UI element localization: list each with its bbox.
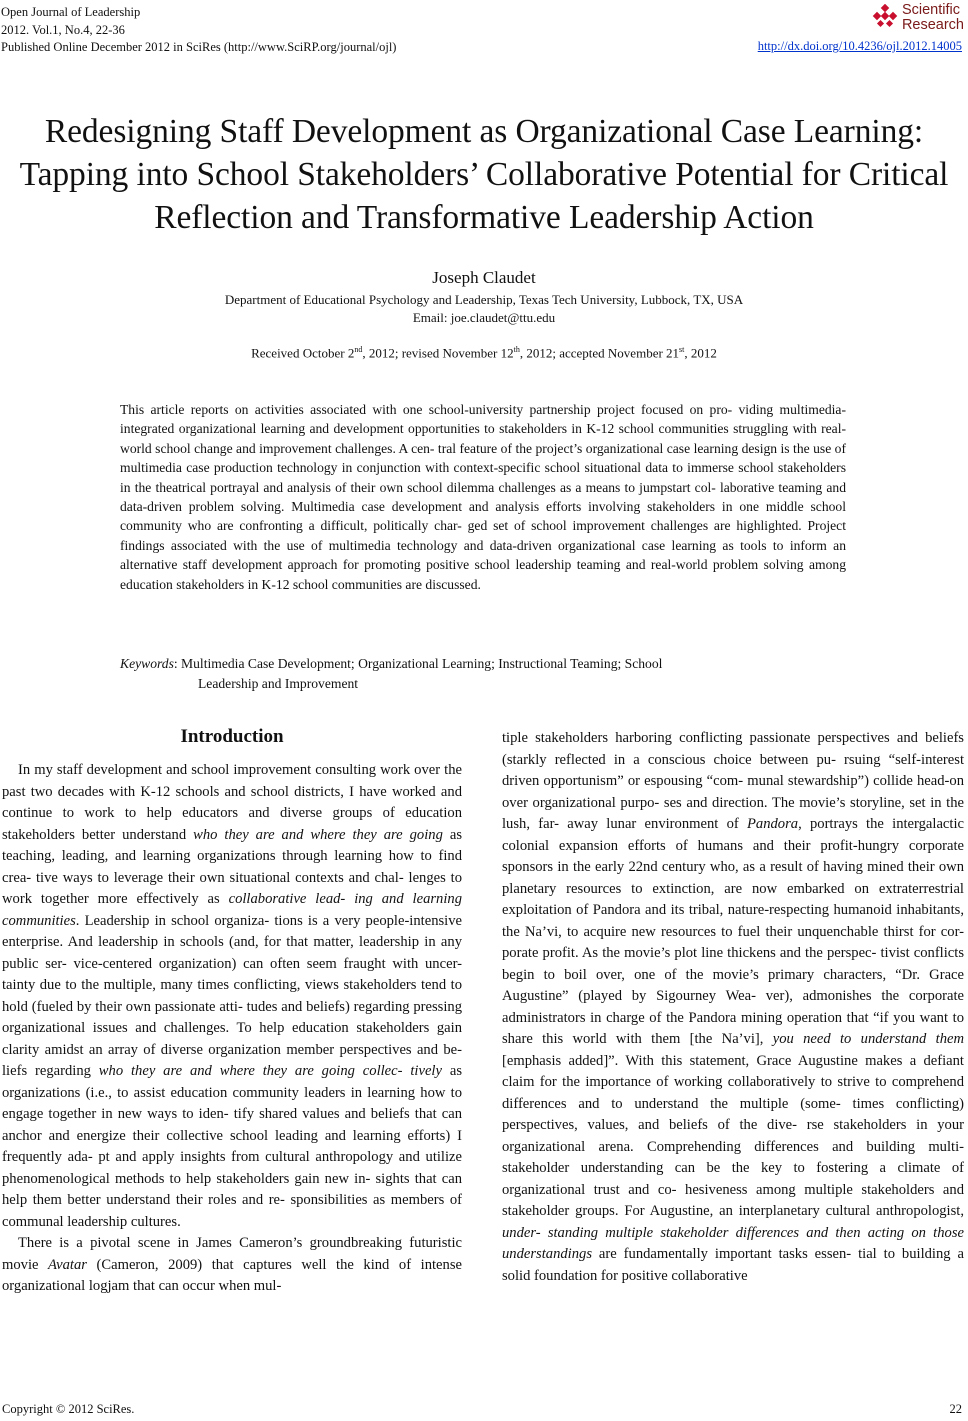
logo-text-line1: Scientific	[901, 2, 960, 18]
doi-link[interactable]: http://dx.doi.org/10.4236/ojl.2012.14005	[757, 39, 962, 53]
paragraph: tiple stakeholders harboring conflicting passionate perspectives and beliefs (starkly reflected in a conscious choice between pu- rsuing “self-interest driven opportunism” or espousing “com- munal stewardship”) collide head-on over organizational purpo- ses and direction. The movie’s storyline, set in the lush, far- away lunar environment of Pandora, portrays the intergalactic colonial expansion efforts of humans and their profit-hungry corporate sponsors in the early 22nd century who, as a result of having mined their own planetary resources to extinction, are now embarked on extraterrestrial exploitation of Pandora and its tribal, nature-respecting humanoid inhabitants, the Na’vi, to acquire new resources to fuel their unquenchable thirst for cor- porate profit. As the movie’s plot line thickens and the perspec- tivist conflicts begin to boil over, one of the movie’s primary characters, “Dr. Grace Augustine” (played by Sigourney Wea- ver), admonishes the corporate administrators in charge of the Pandora mining operation that “if you want to share this world with them [the Na’vi], you need to understand them [emphasis added]”. With this statement, Grace Augustine makes a defiant claim for the importance of working collaboratively to strive to comprehend differences and to understand the multiple (some- times conflicting) perspectives, values, and beliefs of the dive- rse stakeholders in your organizational arena. Comprehending differences and building multi-stakeholder understanding can be the key to fostering a climate of organizational trust and co- hesiveness among multiple stakeholders and stakeholder groups. For Augustine, an interplanetary cultural anthropologist, under- standing multiple stakeholder differences and then acting on those understandings are fundamentally important tasks essen- tial to building a solid foundation for positive collaborative	[502, 730, 965, 1284]
keywords-label: Keywords	[120, 656, 174, 671]
body-column-right	[502, 728, 964, 1287]
author-name: Joseph Claudet	[432, 268, 536, 287]
article-title: Redesigning Staff Development as Organizational Case Learning: Tapping into School Stakeholders’ Collaborative Potential for Critical Reflection and Transformative Leadership Action	[19, 113, 949, 236]
journal-name: Open Journal of Leadership	[1, 5, 141, 19]
section-heading-introduction: Introduction	[180, 726, 284, 747]
keywords	[120, 654, 846, 694]
paragraph: There is a pivotal scene in James Cameron’s groundbreaking futuristic movie Avatar (Cameron, 2009) that captures well the kind of intense organizational logjam that can occur when mul-	[2, 1235, 462, 1294]
logo-text-line2: Research	[901, 17, 964, 33]
journal-volume: 2012. Vol.1, No.4, 22-36	[1, 22, 125, 37]
keywords-line1: : Multimedia Case Development; Organizational Learning; Instructional Teaming; School	[173, 656, 663, 671]
journal-header	[1, 4, 396, 57]
publisher-logo	[870, 3, 964, 33]
received-dates: Received October 2nd, 2012; revised November 12th, 2012; accepted November 21st, 2012	[251, 345, 717, 361]
keywords-line2: Leadership and Improvement	[198, 676, 359, 691]
logo-mark-icon	[870, 4, 900, 32]
body-column-left	[2, 760, 462, 1298]
author-affiliation	[0, 291, 968, 327]
copyright-footer: Copyright © 2012 SciRes.	[2, 1402, 135, 1416]
published-line: Published Online December 2012 in SciRes (http://www.SciRP.org/journal/ojl)	[1, 40, 397, 54]
affiliation-text: Department of Educational Psychology and Leadership, Texas Tech University, Lubbock, TX, USA	[224, 292, 744, 307]
author-email: Email: joe.claudet@ttu.edu	[412, 310, 556, 325]
page-number: 22	[949, 1402, 962, 1416]
paragraph: In my staff development and school improvement consulting work over the past two decades with K-12 schools and school districts, I have worked and continue to work to help educators and diverse groups of education stakeholders better understand who they are and where they are going as teaching, leading, and learning organizations through learning how to find crea- tive ways to leverage their own situational contexts and chal- lenges to work together more effectively as collaborative lead- ing and learning communities. Leadership in school organiza- tions is a very people-intensive enterprise. And leadership in schools (and, for that matter, leadership in any public ser- vice-centered organization) can often seem fraught with uncer- tainty due to the multiple, many times conflicting, views stakeholders tend to hold (fueled by their own passionate atti- tudes and beliefs) regarding pressing organizational issues and challenges. To help education stakeholders gain clarity amidst an array of diverse organization member perspectives and be- liefs regarding who they are and where they are going collec- tively as organizations (i.e., to assist education community leaders in learning how to engage together in new ways to iden- tify shared values and beliefs that can anchor and energize their collective school leading and learning efforts) I frequently ada- pt and apply insights from cultural anthropology and utilize phenomenological methods to help stakeholders gain new in- sights that can help them better understand their roles and re- sponsibilities as members of communal leadership cultures.	[2, 762, 462, 1230]
abstract-text: This article reports on activities associated with one school-university partnership project focused on pro- viding multimedia-integrated organizational learning and development opportunities to stakeholders in K-12 school communities struggling with real-world school change and improvement challenges. A cen- tral feature of the project’s organizational case learning design is the use of multimedia case production technology in conjunction with context-specific school situational data to immerse school stakeholders in the theatrical portrayal and analysis of their own school dilemma challenges as a means to jumpstart col- laborative teaming and data-driven problem solving. Multimedia case development and analysis efforts involving stakeholders in one middle school community who are confronting a difficult, politically char- ged set of school improvement challenges are highlighted. Project findings associated with the use of multimedia technology and data-driven organizational case learning as tools to inform an alternative staff development approach for promoting positive school leadership teaming and real-world problem solving among education stakeholders in K-12 school communities are discussed.	[120, 402, 846, 592]
